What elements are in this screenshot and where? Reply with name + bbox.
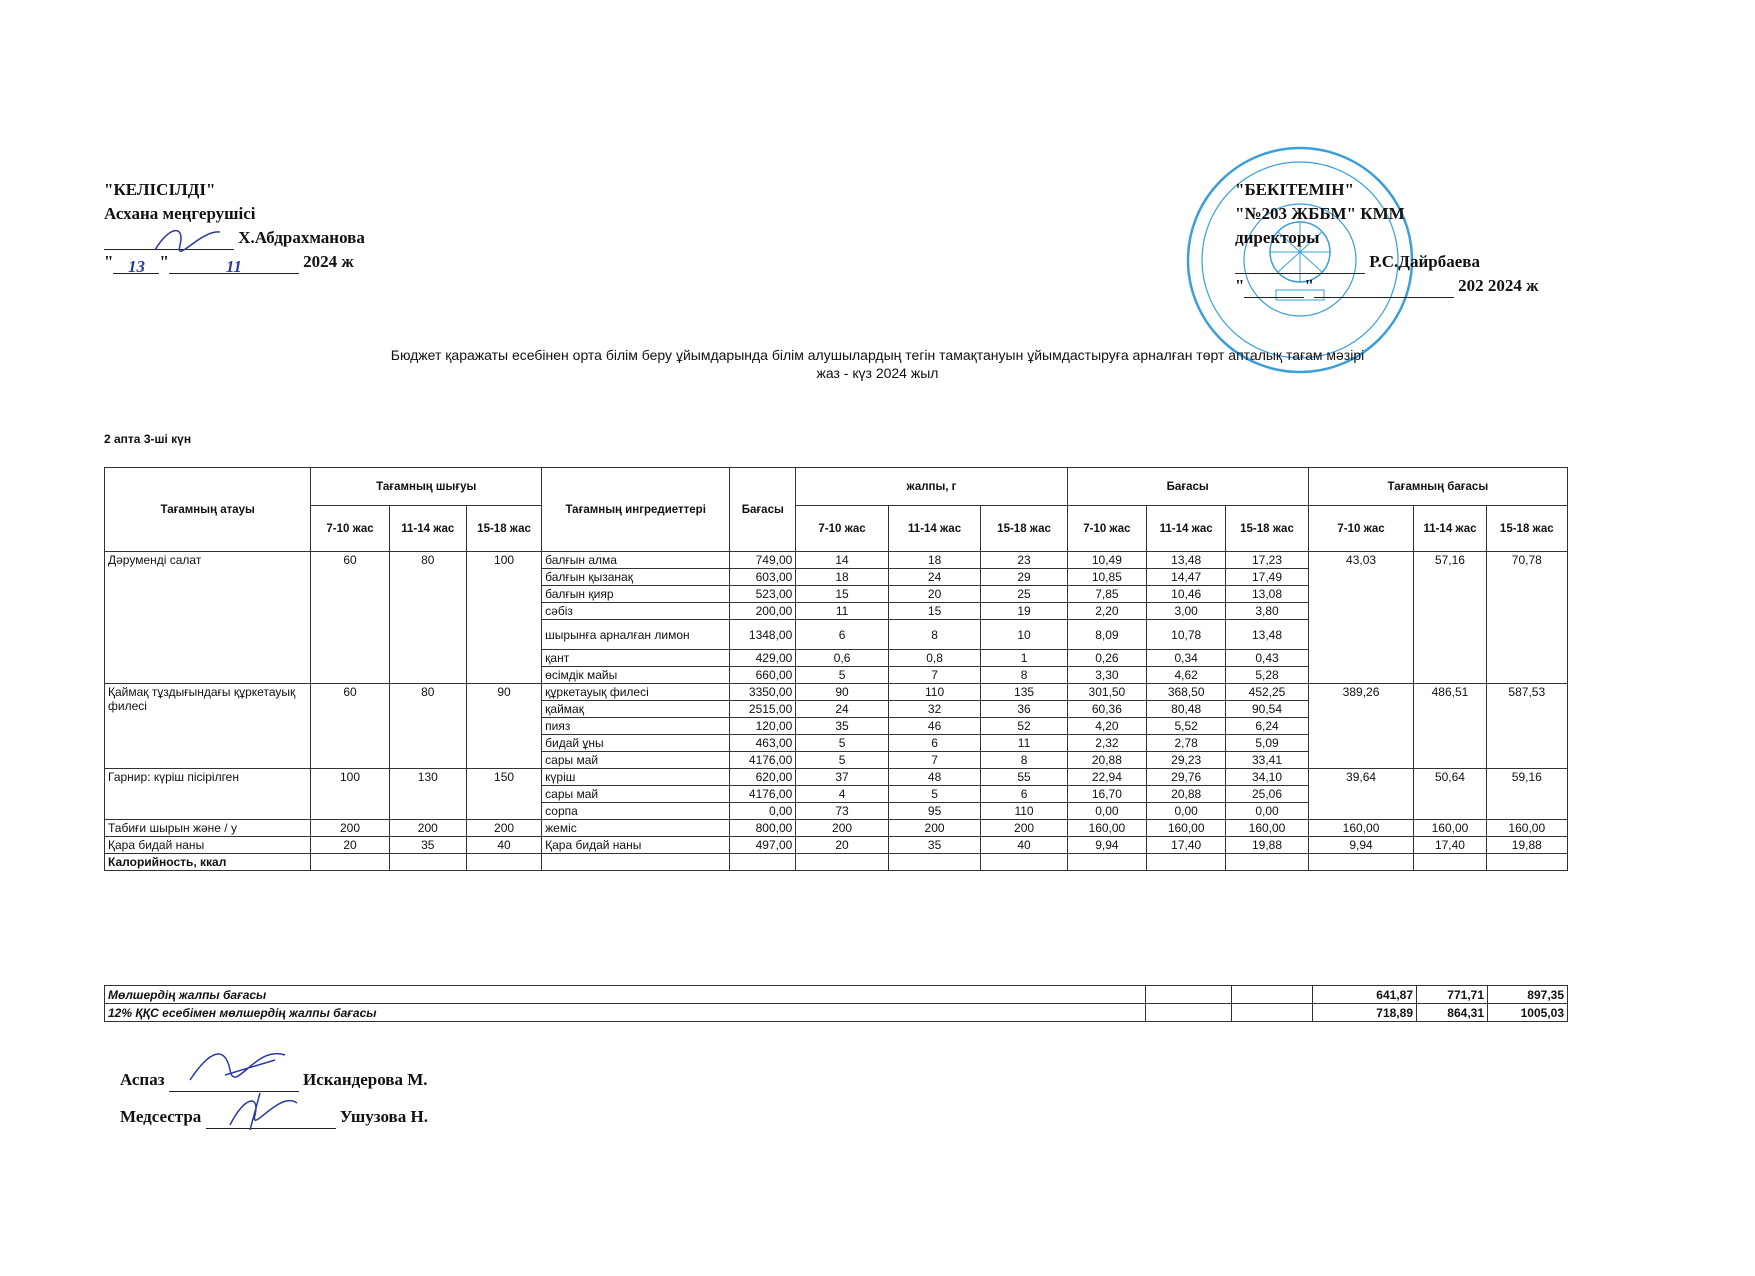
ingredient-gross: 6: [796, 620, 889, 650]
ingredient-gross: 5: [888, 786, 981, 803]
dish-cost: 486,51: [1414, 684, 1486, 769]
ingredient-cost: 160,00: [1226, 820, 1308, 837]
ingredient-gross: 4: [796, 786, 889, 803]
title-line-1: Бюджет қаражаты есебінен орта білім беру ұйымдарында білім алушылардың тегін тамақтануын ұйымдастыруға арналған төрт апталық тағам мәзірі: [390, 347, 1365, 363]
ingredient-gross: 40: [981, 837, 1067, 854]
approved-date: " " 202 2024 ж: [1235, 274, 1538, 298]
dish-cost: 160,00: [1486, 820, 1567, 837]
nurse-role: Медсестра: [120, 1107, 202, 1126]
norm-total-label: Мөлшердің жалпы бағасы: [105, 986, 1146, 1004]
ingredient-gross: 1: [981, 650, 1067, 667]
ingredient-row: [105, 820, 1568, 837]
dish-yield: 35: [389, 837, 466, 854]
dish-yield: 150: [466, 769, 541, 820]
dish-cost: 19,88: [1486, 837, 1567, 854]
ingredient-gross: 8: [888, 620, 981, 650]
ingredient-cost: 10,78: [1147, 620, 1226, 650]
ingredient-name: сорпа: [542, 803, 730, 820]
ingredient-name: қант: [542, 650, 730, 667]
ingredient-gross: 35: [796, 718, 889, 735]
ingredient-name: бидай ұны: [542, 735, 730, 752]
cook-role: Аспаз: [120, 1070, 165, 1089]
ingredient-gross: 29: [981, 569, 1067, 586]
ingredient-cost: 5,28: [1226, 667, 1308, 684]
dish-name: Гарнир: күріш пісірілген: [105, 769, 311, 820]
dish-yield: 200: [311, 820, 389, 837]
ingredient-cost: 17,23: [1226, 552, 1308, 569]
ingredient-name: балғын қияр: [542, 586, 730, 603]
ingredient-cost: 452,25: [1226, 684, 1308, 701]
nurse-signature-icon: [225, 1085, 305, 1135]
header-gross: жалпы, г: [796, 468, 1067, 506]
ingredient-cost: 3,30: [1067, 667, 1146, 684]
dish-cost: 389,26: [1308, 684, 1414, 769]
dish-yield: 60: [311, 552, 389, 684]
ingredient-name: Қара бидай наны: [542, 837, 730, 854]
approved-block: [1235, 178, 1538, 298]
ingredient-cost: 10,49: [1067, 552, 1146, 569]
ingredient-gross: 5: [796, 735, 889, 752]
ingredient-cost: 0,34: [1147, 650, 1226, 667]
ingredient-gross: 20: [888, 586, 981, 603]
header-yield-age-7-10: 7-10 жас: [311, 506, 389, 552]
ingredient-gross: 5: [796, 667, 889, 684]
dish-cost: 70,78: [1486, 552, 1567, 684]
dish-cost: 160,00: [1308, 820, 1414, 837]
ingredient-gross: 32: [888, 701, 981, 718]
ingredient-gross: 18: [888, 552, 981, 569]
ingredient-price: 120,00: [730, 718, 796, 735]
cook-name: Искандерова М.: [303, 1070, 428, 1089]
ingredient-cost: 10,46: [1147, 586, 1226, 603]
ingredient-row: [105, 552, 1568, 569]
ingredient-gross: 48: [888, 769, 981, 786]
dish-yield: 200: [466, 820, 541, 837]
ingredient-price: 0,00: [730, 803, 796, 820]
ingredient-cost: 2,20: [1067, 603, 1146, 620]
ingredient-gross: 11: [796, 603, 889, 620]
header-yield-age-15-18: 15-18 жас: [466, 506, 541, 552]
dish-yield: 80: [389, 552, 466, 684]
header-ingredients: Тағамның ингредиеттері: [542, 468, 730, 552]
dish-cost: 50,64: [1414, 769, 1486, 820]
ingredient-row: [105, 769, 1568, 786]
ingredient-gross: 6: [888, 735, 981, 752]
header-dish-cost: Тағамның бағасы: [1308, 468, 1567, 506]
week-day-label: 2 апта 3-ші күн: [104, 432, 192, 446]
agreed-date: " 13 " 11 2024 ж: [104, 252, 354, 276]
agreed-signature-line: [104, 226, 365, 250]
ingredient-cost: 6,24: [1226, 718, 1308, 735]
ingredient-gross: 25: [981, 586, 1067, 603]
ingredient-gross: 11: [981, 735, 1067, 752]
agreed-date-year: 2024 ж: [303, 252, 354, 271]
ingredient-gross: 18: [796, 569, 889, 586]
ingredient-gross: 46: [888, 718, 981, 735]
ingredient-cost: 8,09: [1067, 620, 1146, 650]
ingredient-cost: 90,54: [1226, 701, 1308, 718]
ingredient-cost: 16,70: [1067, 786, 1146, 803]
ingredient-cost: 0,26: [1067, 650, 1146, 667]
agreed-date-month: 11: [169, 255, 299, 274]
ingredient-gross: 0,8: [888, 650, 981, 667]
header-gross-age-15-18: 15-18 жас: [981, 506, 1067, 552]
approved-label: "БЕКІТЕМІН": [1235, 180, 1354, 199]
ingredient-cost: 0,00: [1147, 803, 1226, 820]
ingredient-cost: 3,80: [1226, 603, 1308, 620]
vat-total-7-10: 718,89: [1313, 1004, 1417, 1022]
header-cost-age-15-18: 15-18 жас: [1226, 506, 1308, 552]
ingredient-gross: 110: [981, 803, 1067, 820]
ingredient-price: 4176,00: [730, 786, 796, 803]
ingredient-cost: 14,47: [1147, 569, 1226, 586]
ingredient-price: 3350,00: [730, 684, 796, 701]
ingredient-cost: 17,40: [1147, 837, 1226, 854]
ingredient-cost: 368,50: [1147, 684, 1226, 701]
vat-total-15-18: 1005,03: [1488, 1004, 1568, 1022]
header-gross-age-7-10: 7-10 жас: [796, 506, 889, 552]
ingredient-price: 660,00: [730, 667, 796, 684]
ingredient-cost: 20,88: [1067, 752, 1146, 769]
ingredient-cost: 5,09: [1226, 735, 1308, 752]
vat-total-11-14: 864,31: [1417, 1004, 1488, 1022]
ingredient-gross: 200: [981, 820, 1067, 837]
ingredient-name: шырынға арналған лимон: [542, 620, 730, 650]
ingredient-name: сары май: [542, 752, 730, 769]
ingredient-gross: 20: [796, 837, 889, 854]
dish-yield: 100: [466, 552, 541, 684]
dish-cost: 160,00: [1414, 820, 1486, 837]
ingredient-cost: 0,00: [1067, 803, 1146, 820]
ingredient-gross: 0,6: [796, 650, 889, 667]
dish-cost: 59,16: [1486, 769, 1567, 820]
ingredient-cost: 25,06: [1226, 786, 1308, 803]
ingredient-gross: 8: [981, 752, 1067, 769]
ingredient-cost: 4,62: [1147, 667, 1226, 684]
ingredient-cost: 19,88: [1226, 837, 1308, 854]
agreed-block: [104, 178, 365, 274]
ingredient-name: өсімдік майы: [542, 667, 730, 684]
ingredient-gross: 35: [888, 837, 981, 854]
ingredient-gross: 95: [888, 803, 981, 820]
ingredient-cost: 301,50: [1067, 684, 1146, 701]
ingredient-gross: 23: [981, 552, 1067, 569]
dish-cost: 57,16: [1414, 552, 1486, 684]
dish-cost: 17,40: [1414, 837, 1486, 854]
ingredient-cost: 13,48: [1226, 620, 1308, 650]
dish-yield: 100: [311, 769, 389, 820]
ingredient-cost: 0,00: [1226, 803, 1308, 820]
ingredient-gross: 110: [888, 684, 981, 701]
ingredient-gross: 7: [888, 752, 981, 769]
dish-yield: 60: [311, 684, 389, 769]
ingredient-gross: 73: [796, 803, 889, 820]
ingredient-gross: 14: [796, 552, 889, 569]
ingredient-name: қаймақ: [542, 701, 730, 718]
ingredient-cost: 20,88: [1147, 786, 1226, 803]
ingredient-name: сәбіз: [542, 603, 730, 620]
agreed-position: Асхана меңгерушісі: [104, 204, 256, 223]
ingredient-gross: 36: [981, 701, 1067, 718]
dish-yield: 40: [466, 837, 541, 854]
ingredient-cost: 160,00: [1067, 820, 1146, 837]
approved-org: "№203 ЖББМ" КММ: [1235, 204, 1405, 223]
menu-table-body: [105, 552, 1568, 871]
agreed-date-day: 13: [113, 255, 159, 274]
menu-table: [104, 467, 1568, 871]
ingredient-gross: 24: [796, 701, 889, 718]
norm-total-7-10: 641,87: [1313, 986, 1417, 1004]
vat-total-label: 12% ҚҚС есебімен мөлшердің жалпы бағасы: [105, 1004, 1146, 1022]
ingredient-name: пияз: [542, 718, 730, 735]
document-title: [0, 346, 1755, 382]
approved-name: Р.С.Дайрбаева: [1369, 252, 1480, 271]
norm-total-11-14: 771,71: [1417, 986, 1488, 1004]
agreed-name: Х.Абдрахманова: [238, 228, 365, 247]
ingredient-cost: 5,52: [1147, 718, 1226, 735]
ingredient-cost: 0,43: [1226, 650, 1308, 667]
dish-yield: 90: [466, 684, 541, 769]
ingredient-cost: 7,85: [1067, 586, 1146, 603]
ingredient-name: құркетауық филесі: [542, 684, 730, 701]
ingredient-cost: 2,78: [1147, 735, 1226, 752]
ingredient-cost: 33,41: [1226, 752, 1308, 769]
ingredient-price: 749,00: [730, 552, 796, 569]
ingredient-price: 4176,00: [730, 752, 796, 769]
ingredient-price: 620,00: [730, 769, 796, 786]
ingredient-price: 1348,00: [730, 620, 796, 650]
dish-name: Қаймақ тұздығындағы құркетауық филесі: [105, 684, 311, 769]
ingredient-cost: 17,49: [1226, 569, 1308, 586]
ingredient-gross: 200: [796, 820, 889, 837]
dish-cost: 9,94: [1308, 837, 1414, 854]
dish-name: Дәрумендi салат: [105, 552, 311, 684]
ingredient-gross: 135: [981, 684, 1067, 701]
ingredient-price: 800,00: [730, 820, 796, 837]
ingredient-gross: 37: [796, 769, 889, 786]
ingredient-price: 497,00: [730, 837, 796, 854]
calories-row: [105, 854, 1568, 871]
header-cost-age-7-10: 7-10 жас: [1067, 506, 1146, 552]
ingredient-name: сары май: [542, 786, 730, 803]
ingredient-cost: 29,23: [1147, 752, 1226, 769]
totals-table: [104, 985, 1568, 1022]
ingredient-gross: 24: [888, 569, 981, 586]
calories-label: Калорийность, ккал: [105, 854, 311, 871]
header-cost-age-11-14: 11-14 жас: [1147, 506, 1226, 552]
ingredient-price: 463,00: [730, 735, 796, 752]
ingredient-gross: 10: [981, 620, 1067, 650]
dish-yield: 20: [311, 837, 389, 854]
ingredient-name: балғын қызанақ: [542, 569, 730, 586]
ingredient-gross: 19: [981, 603, 1067, 620]
ingredient-price: 603,00: [730, 569, 796, 586]
norm-total-15-18: 897,35: [1488, 986, 1568, 1004]
ingredient-gross: 5: [796, 752, 889, 769]
header-price: Бағасы: [730, 468, 796, 552]
ingredient-price: 200,00: [730, 603, 796, 620]
ingredient-cost: 60,36: [1067, 701, 1146, 718]
ingredient-gross: 6: [981, 786, 1067, 803]
dish-cost: 43,03: [1308, 552, 1414, 684]
approved-signature-line: [1235, 250, 1538, 274]
ingredient-price: 523,00: [730, 586, 796, 603]
ingredient-cost: 29,76: [1147, 769, 1226, 786]
ingredient-cost: 160,00: [1147, 820, 1226, 837]
approved-date-year: 202 2024 ж: [1458, 276, 1539, 295]
header-dish-yield: Тағамның шығуы: [311, 468, 542, 506]
title-line-2: жаз - күз 2024 жыл: [816, 365, 939, 381]
dish-name: Қара бидай наны: [105, 837, 311, 854]
ingredient-cost: 34,10: [1226, 769, 1308, 786]
ingredient-cost: 4,20: [1067, 718, 1146, 735]
header-yield-age-11-14: 11-14 жас: [389, 506, 466, 552]
dish-yield: 200: [389, 820, 466, 837]
dish-cost: 39,64: [1308, 769, 1414, 820]
header-dishcost-age-11-14: 11-14 жас: [1414, 506, 1486, 552]
nurse-name: Ушузова Н.: [339, 1107, 428, 1126]
ingredient-gross: 15: [888, 603, 981, 620]
ingredient-row: [105, 684, 1568, 701]
ingredient-price: 2515,00: [730, 701, 796, 718]
ingredient-row: [105, 837, 1568, 854]
agreed-label: "КЕЛІСІЛДІ": [104, 180, 216, 199]
header-dishcost-age-7-10: 7-10 жас: [1308, 506, 1414, 552]
ingredient-cost: 2,32: [1067, 735, 1146, 752]
dish-yield: 130: [389, 769, 466, 820]
ingredient-cost: 13,08: [1226, 586, 1308, 603]
ingredient-price: 429,00: [730, 650, 796, 667]
ingredient-gross: 52: [981, 718, 1067, 735]
ingredient-cost: 80,48: [1147, 701, 1226, 718]
header-dishcost-age-15-18: 15-18 жас: [1486, 506, 1567, 552]
ingredient-cost: 13,48: [1147, 552, 1226, 569]
ingredient-name: балғын алма: [542, 552, 730, 569]
ingredient-gross: 200: [888, 820, 981, 837]
ingredient-gross: 15: [796, 586, 889, 603]
header-cost: Бағасы: [1067, 468, 1308, 506]
agreed-signature-icon: [150, 220, 230, 260]
approved-position: директоры: [1235, 228, 1320, 247]
ingredient-cost: 3,00: [1147, 603, 1226, 620]
ingredient-cost: 22,94: [1067, 769, 1146, 786]
header-dish-name: Тағамның атауы: [105, 468, 311, 552]
ingredient-gross: 90: [796, 684, 889, 701]
dish-yield: 80: [389, 684, 466, 769]
dish-name: Табиғи шырын және / у: [105, 820, 311, 837]
ingredient-name: жеміс: [542, 820, 730, 837]
ingredient-cost: 10,85: [1067, 569, 1146, 586]
cook-signature-icon: [185, 1040, 295, 1090]
header-gross-age-11-14: 11-14 жас: [888, 506, 981, 552]
ingredient-name: күріш: [542, 769, 730, 786]
ingredient-gross: 7: [888, 667, 981, 684]
ingredient-gross: 8: [981, 667, 1067, 684]
ingredient-cost: 9,94: [1067, 837, 1146, 854]
ingredient-gross: 55: [981, 769, 1067, 786]
dish-cost: 587,53: [1486, 684, 1567, 769]
